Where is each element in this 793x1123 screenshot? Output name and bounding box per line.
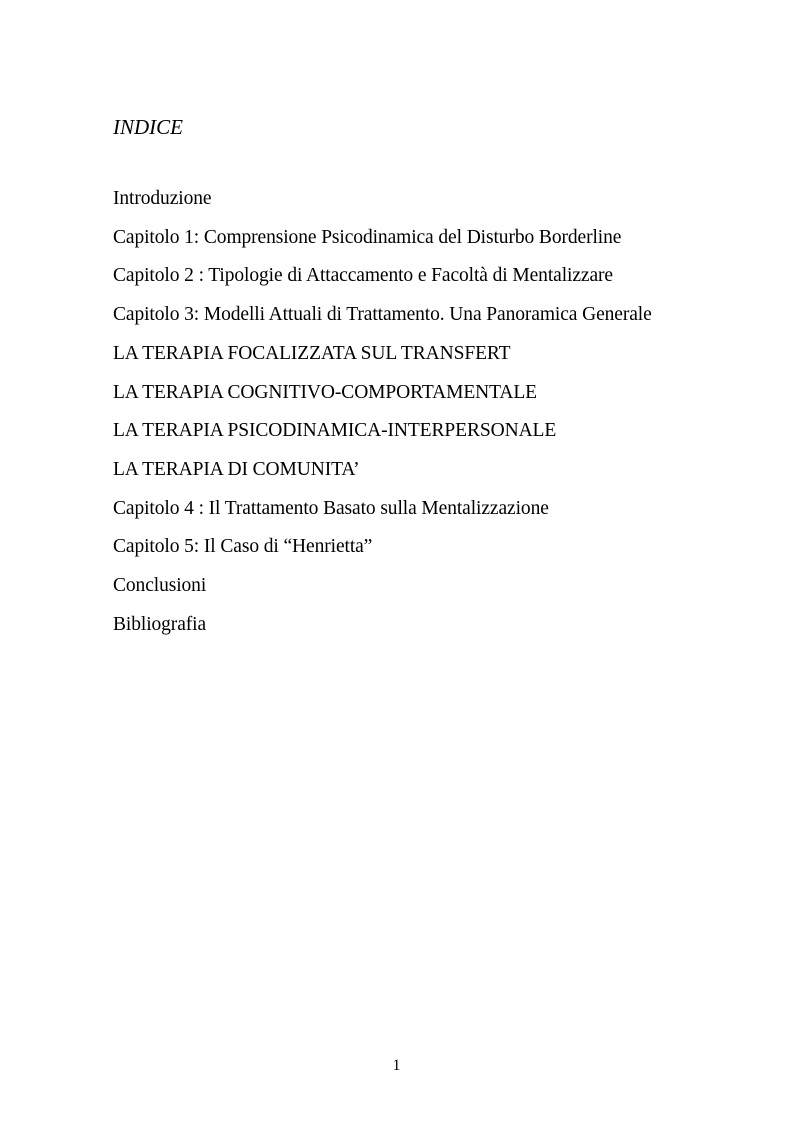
table-of-contents <box>113 180 773 644</box>
index-heading: INDICE <box>113 115 183 139</box>
page-number: 1 <box>392 1057 401 1074</box>
toc-entry-chapter-3: Capitolo 3: Modelli Attuali di Trattamento. Una Panoramica Generale <box>113 304 652 326</box>
toc-entry-community-therapy: LA TERAPIA DI COMUNITA’ <box>113 458 360 480</box>
toc-entry-cognitive-behavioral-therapy: LA TERAPIA COGNITIVO-COMPORTAMENTALE <box>113 381 537 403</box>
toc-entry-chapter-4: Capitolo 4 : Il Trattamento Basato sulla Mentalizzazione <box>113 497 549 519</box>
toc-entry-conclusions: Conclusioni <box>113 575 207 597</box>
toc-entry-introduction: Introduzione <box>113 188 212 209</box>
toc-entry-chapter-5: Capitolo 5: Il Caso di “Henrietta” <box>113 536 373 558</box>
toc-entry-psychodynamic-interpersonal-therapy: LA TERAPIA PSICODINAMICA-INTERPERSONALE <box>113 420 557 442</box>
toc-entry-bibliography: Bibliografia <box>113 613 207 635</box>
toc-entry-chapter-1: Capitolo 1: Comprensione Psicodinamica del Disturbo Borderline <box>113 226 622 248</box>
toc-entry-chapter-2: Capitolo 2 : Tipologie di Attaccamento e Facoltà di Mentalizzare <box>113 265 613 287</box>
toc-entry-transference-therapy: LA TERAPIA FOCALIZZATA SUL TRANSFERT <box>113 342 511 364</box>
